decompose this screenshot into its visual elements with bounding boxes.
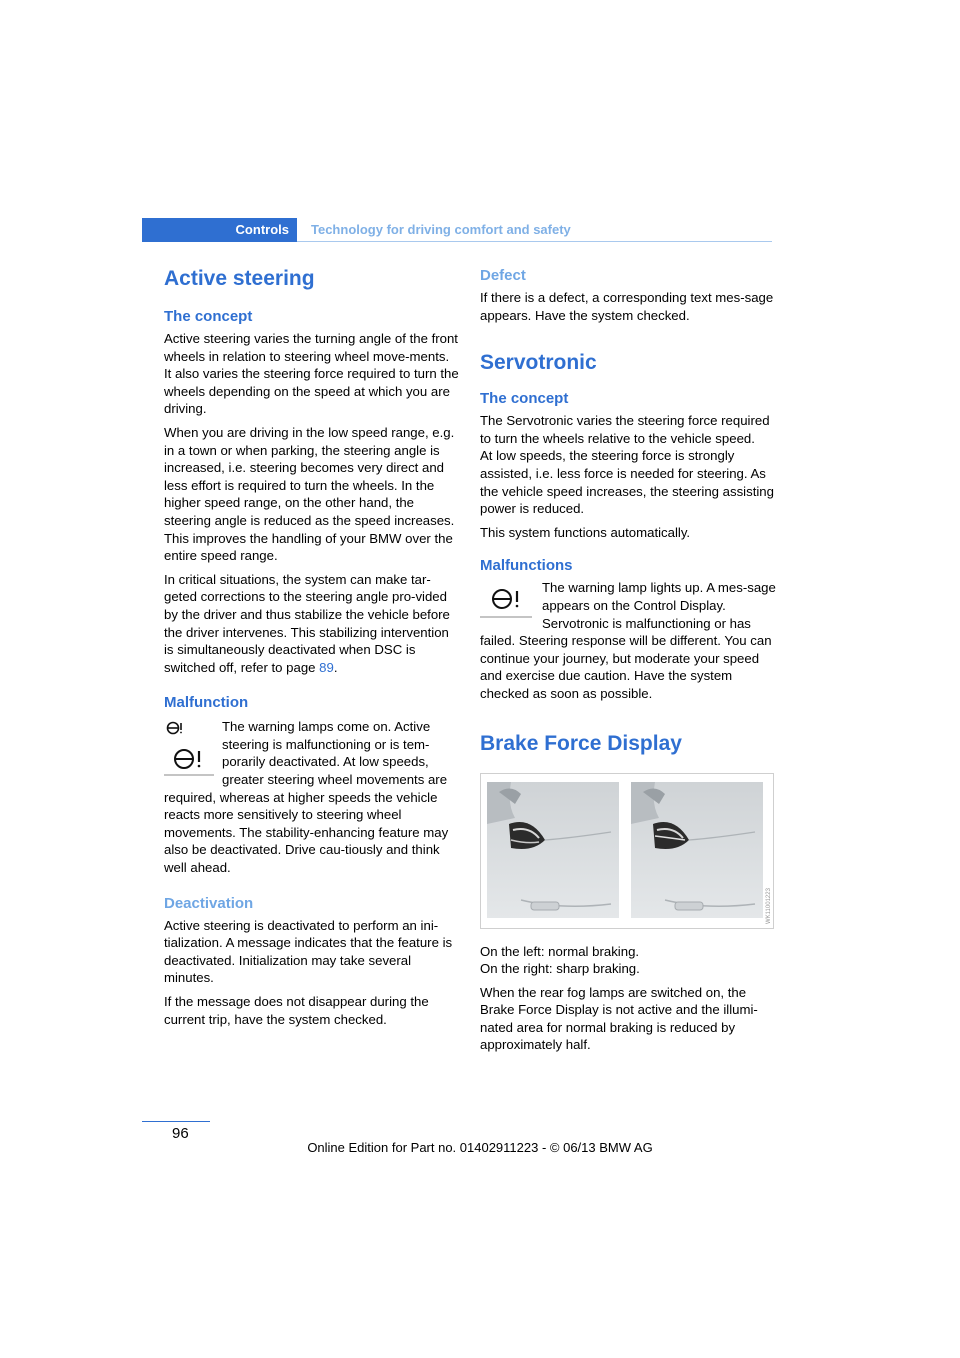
defect-paragraph: If there is a defect, a corresponding text mes-sage appears. Have the system checked. [480,290,774,323]
warning-lamps [164,718,222,782]
malfunction-text: The warning lamps come on. Active steering is malfunctioning or is tem-porarily deactivated. At low speeds, greater steering wheel movements are required, whereas at higher speeds the vehicle reacts more sensitively to steering wheel movements. The stability-enhancing feature may also be deactivated. Drive cau-tiously and think well ahead. [164,719,449,876]
caption-left: On the left: normal braking. [480,943,640,959]
malfunction-block [164,718,460,876]
servotronic-warning-lamp [480,579,542,631]
defect-heading: Defect [480,267,526,284]
left-column [164,262,460,1028]
chapter-title: Technology for driving comfort and safety [311,222,571,237]
steering-warning-lamp-icon [480,579,536,627]
servotronic-paragraph-1: The Servotronic varies the steering force required to turn the wheels relative to the vehicle speed. [480,413,770,446]
figure-code: WK11001223 [766,887,772,924]
edition-footer: Online Edition for Part no. 01402911223 - © 06/13 BMW AG [307,1140,653,1155]
servotronic-paragraph-2: At low speeds, the steering force is strongly assisted, i.e. less force is needed for steering. As the vehicle speed increases, the steering assisting power is reduced. [480,448,774,517]
concept-paragraph-1: Active steering varies the turning angle of the front wheels in relation to steering wheel move-ments. It also varies the steering force required to turn the wheels depending on the speed at which you are driving. [164,331,459,417]
page-header [142,218,772,242]
servotronic-heading: Servotronic [480,351,597,375]
deactivation-paragraph-1: Active steering is deactivated to perform an ini-tialization. A message indicates that the feature is deactivated. Initialization may take several minutes. [164,917,453,986]
malfunctions-heading: Malfunctions [480,557,573,575]
malfunctions-text: The warning lamp lights up. A mes-sage appears on the Control Display. Servotronic is malfunctioning or has failed. Steering response will be different. You can continue your journey, but moderate your speed and exercise due caution. Have the system checked as soon as possible. [480,580,776,701]
caption-right: On the right: sharp braking. [480,961,640,977]
brake-lights-illustration [481,774,773,928]
section-label: Controls [142,218,297,242]
footer-divider [142,1121,210,1122]
page-reference-link[interactable]: 89 [319,659,334,675]
concept-heading: The concept [164,308,253,325]
brake-force-display-paragraph: When the rear fog lamps are switched on, the Brake Force Display is not active and the illumi-nated area for normal braking is reduced by approximately half. [480,984,758,1053]
concept-paragraph-3: In critical situations, the system can make tar-geted corrections to the steering angle pro-vided by the driver and thus stabilize the vehicle before the driver intervenes. This stabilizing intervention is simultaneously deactivated when DSC is switched off, refer to page 89. [164,571,450,675]
servotronic-concept-heading: The concept [480,390,569,408]
right-column [480,262,776,1054]
servotronic-paragraph-3: This system functions automatically. [480,524,691,540]
active-steering-heading: Active steering [164,267,315,290]
deactivation-heading: Deactivation [164,894,254,912]
steering-warning-lamps-icon [164,718,216,780]
page-number: 96 [172,1125,189,1142]
brake-force-display-heading: Brake Force Display [480,731,682,755]
malfunction-heading: Malfunction [164,694,249,712]
concept-paragraph-2: When you are driving in the low speed range, e.g. in a town or when parking, the steering angle is increased, i.e. steering becomes very direct and less effort is required to turn the wheels. In the higher speed range, on the other hand, the steering angle is reduced as the speed increases. This improves the handling of your BMW over the entire speed range. [164,424,455,564]
header-divider [297,241,772,242]
malfunctions-block [480,579,776,702]
brake-force-display-figure [480,773,774,929]
deactivation-paragraph-2: If the message does not disappear during the current trip, have the system checked. [164,994,429,1027]
